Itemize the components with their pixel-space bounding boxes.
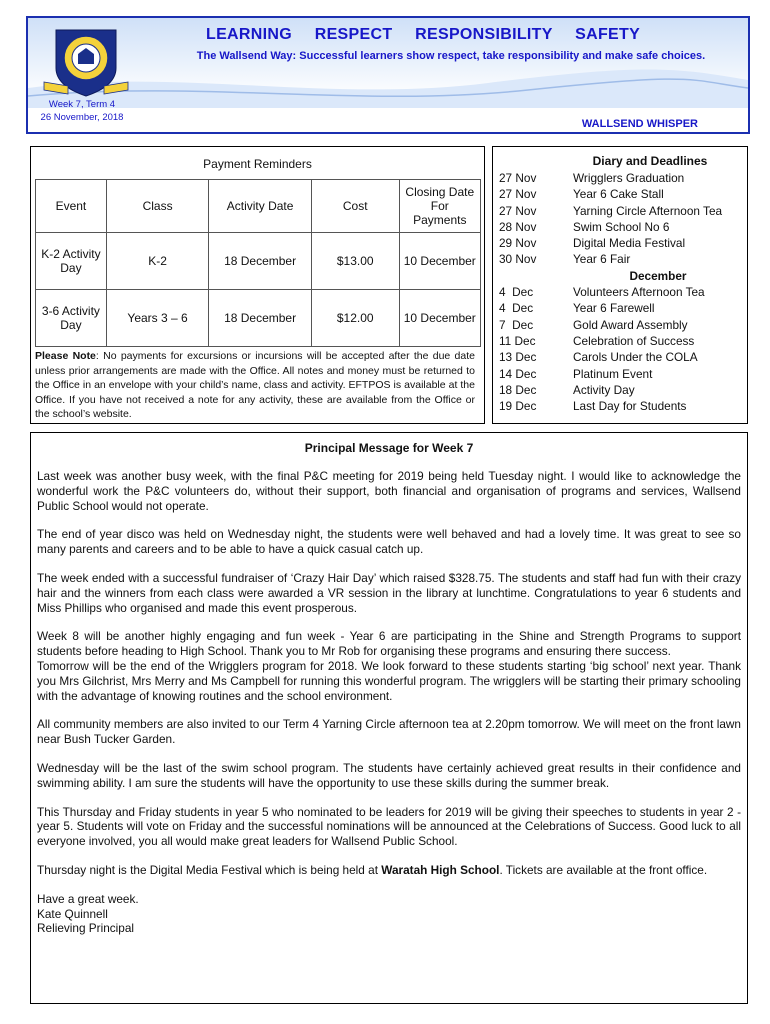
header-wave-decoration (28, 58, 748, 108)
note-text: : No payments for excursions or incursions will be accepted after the due date unless prior arrangements are made with the Office. All notes and money must be returned to the Office in an envelope with your child’s name, class and activity. EFTPOS is available at the Office. If you have not received a note for any activity, these are available from the Office or the school’s website. (35, 350, 475, 420)
diary-date: 14 Dec (499, 366, 537, 381)
cell-cost: $13.00 (311, 233, 399, 290)
cell-activity-date: 18 December (209, 290, 312, 347)
message-paragraph: Last week was another busy week, with the final P&C meeting for 2019 being held Tuesday night. I would like to acknowledge the wonderful work the P&C volunteers do, without their support, both financial and organisation of programs and services, Wallsend Public School would not operate. (37, 469, 741, 513)
diary-date: 19 Dec (499, 399, 537, 414)
diary-date: 18 Dec (499, 382, 537, 397)
col-class: Class (106, 180, 209, 233)
message-paragraph: Week 8 will be another highly engaging and fun week - Year 6 are participating in the Shine and Strength Programs to support students before heading to High School. Thank you to Mr Rob for organising these programs and ensuring there success. (37, 629, 741, 659)
school-tagline: The Wallsend Way: Successful learners show respect, take responsibility and make safe choices. (196, 50, 706, 62)
diary-month-label: December (629, 268, 687, 283)
signature-block (37, 892, 741, 936)
list-item (499, 203, 745, 219)
principal-role: Relieving Principal (37, 921, 135, 936)
cell-closing-date: 10 December (399, 290, 480, 347)
diary-month-heading (499, 268, 745, 284)
list-item (499, 317, 745, 333)
list-item (499, 300, 745, 316)
issue-week: Week 7, Term 4 (48, 99, 116, 110)
list-item (499, 349, 745, 365)
message-paragraph: Tomorrow will be the end of the Wrigglers program for 2018. We look forward to these students starting ‘big school’ next year. Thank you Mrs Gilchrist, Mrs Merry and Ms Campbell for running this wonderful program. The wrigglers will be starting their primary schooling with the advantage of knowing routines and the school environment. (37, 658, 741, 703)
payment-reminders-title: Payment Reminders (203, 157, 312, 171)
note-label: Please Note (35, 350, 96, 362)
diary-date: 13 Dec (499, 350, 537, 365)
col-closing-date: Closing Date For Payments (399, 180, 480, 233)
diary-date: 4 Dec (499, 301, 534, 316)
cell-activity-date: 18 December (209, 233, 312, 290)
list-item (499, 366, 745, 382)
cell-event: 3-6 Activity Day (36, 290, 107, 347)
principal-message-title: Principal Message for Week 7 (304, 441, 474, 455)
list-item (499, 170, 745, 186)
cell-class: Years 3 – 6 (106, 290, 209, 347)
diary-event: Year 6 Cake Stall (573, 187, 664, 202)
message-paragraph: Wednesday will be the last of the swim school program. The students have certainly achieved great results in their confidence and swimming ability. I am sure the students will have the opportunity to use these skills during the summer break. (37, 760, 741, 790)
motto-responsibility: RESPONSIBILITY (415, 26, 553, 43)
table-row (36, 233, 481, 290)
diary-event: Gold Award Assembly (573, 317, 688, 332)
list-item (499, 219, 745, 235)
payment-table-header (36, 180, 481, 233)
motto-learning: LEARNING (206, 26, 292, 43)
list-item (499, 284, 745, 300)
newsletter-header (26, 16, 750, 134)
list-item (499, 333, 745, 349)
list-item (499, 398, 745, 414)
diary-date: 4 Dec (499, 285, 534, 300)
diary-title: Diary and Deadlines (592, 154, 708, 168)
list-item (499, 382, 745, 398)
diary-date: 27 Nov (499, 187, 537, 202)
payment-note (35, 349, 475, 422)
diary-date: 27 Nov (499, 171, 537, 185)
list-item (499, 251, 745, 267)
newsletter-name: WALLSEND WHISPER (581, 118, 698, 130)
diary-event: Year 6 Farewell (573, 301, 655, 316)
cell-closing-date: 10 December (399, 233, 480, 290)
cell-event: K-2 Activity Day (36, 233, 107, 290)
diary-date: 27 Nov (499, 203, 537, 218)
diary-deadlines-box (492, 146, 748, 424)
school-crest-logo (38, 24, 134, 98)
diary-date: 7 Dec (499, 317, 534, 332)
diary-event: Wrigglers Graduation (573, 171, 685, 185)
list-item (499, 186, 745, 202)
col-cost: Cost (311, 180, 399, 233)
diary-date: 11 Dec (499, 333, 536, 348)
diary-event: Volunteers Afternoon Tea (573, 285, 705, 300)
message-paragraph (37, 863, 741, 878)
col-event: Event (36, 180, 107, 233)
p8-venue: Waratah High School (381, 862, 500, 877)
cell-cost: $12.00 (311, 290, 399, 347)
diary-date: 29 Nov (499, 236, 537, 251)
issue-date-block (34, 98, 130, 124)
diary-date: 30 Nov (499, 252, 537, 267)
message-paragraph: The end of year disco was held on Wednesday night, the students were well behaved and had a lovely time. It was great to see so many parents and careers and to be able to have a quick casual catch up. (37, 527, 741, 557)
diary-date: 28 Nov (499, 219, 537, 234)
payment-table (35, 179, 481, 347)
p8-text-before: Thursday night is the Digital Media Festival which is being held at (37, 862, 382, 877)
table-row (36, 290, 481, 347)
motto-safety: SAFETY (575, 26, 641, 43)
diary-event: Platinum Event (573, 366, 653, 381)
motto-respect: RESPECT (314, 26, 393, 43)
list-item (499, 235, 745, 251)
diary-event: Celebration of Success (573, 333, 695, 348)
message-paragraph: The week ended with a successful fundraiser of ‘Crazy Hair Day’ which raised $328.75. The students and staff had fun with their crazy hair and the winners from each class were awarded a VR session in the library at lunchtime. Congratulations to year 6 students and Miss Phillips who organised and made this event prosperous. (37, 570, 741, 615)
diary-event: Last Day for Students (573, 399, 687, 414)
principal-name: Kate Quinnell (37, 906, 108, 921)
payment-reminders-box (30, 146, 485, 424)
col-activity-date: Activity Date (209, 180, 312, 233)
diary-list (499, 170, 745, 414)
school-motto (206, 26, 746, 44)
issue-date: 26 November, 2018 (40, 112, 124, 123)
diary-event: Year 6 Fair (573, 252, 631, 267)
diary-event: Swim School No 6 (573, 219, 670, 234)
diary-event: Carols Under the COLA (573, 350, 698, 365)
principal-message-box (30, 432, 748, 1004)
cell-class: K-2 (106, 233, 209, 290)
message-paragraph: All community members are also invited to our Term 4 Yarning Circle afternoon tea at 2.20pm tomorrow. We will meet on the front lawn near Bush Tucker Garden. (37, 717, 741, 747)
diary-event: Activity Day (573, 382, 635, 397)
message-paragraph: This Thursday and Friday students in year 5 who nominated to be leaders for 2019 will be giving their speeches to students in year 2 - year 5. Students will vote on Friday and the successful nominations will be announced at the Celebrations of Success. Good luck to all everyone involved, you all would make great leaders for Wallsend Public School. (37, 804, 741, 849)
p8-text-after: . Tickets are available at the front office. (499, 862, 708, 877)
diary-event: Digital Media Festival (573, 236, 686, 251)
closing-line: Have a great week. (37, 891, 139, 906)
diary-event: Yarning Circle Afternoon Tea (573, 203, 723, 218)
